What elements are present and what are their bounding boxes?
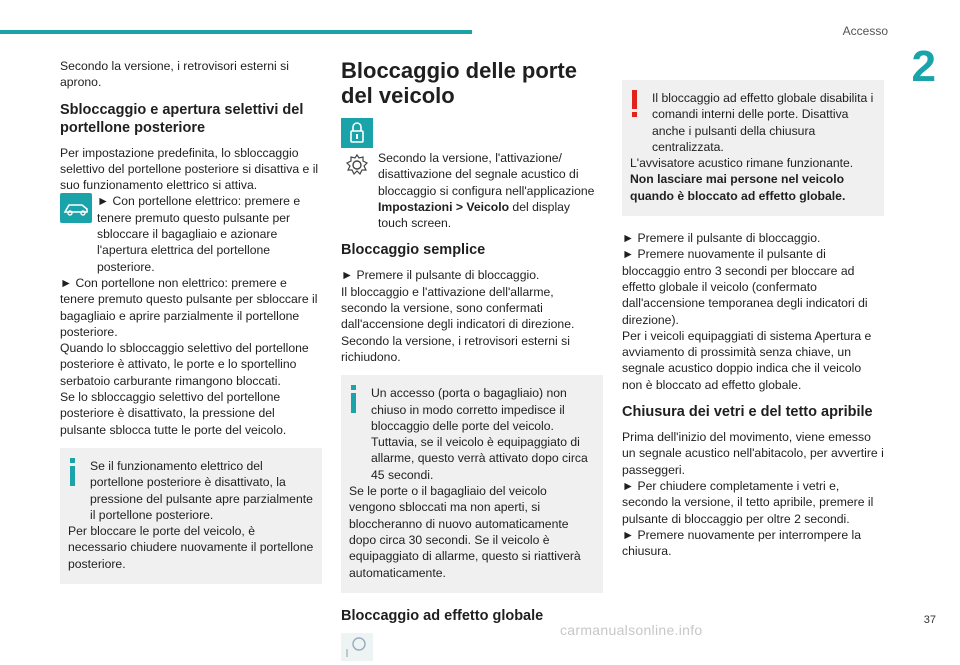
paragraph: ► Con portellone elettrico: premere e tenere premuto questo pulsante per sbloccare il bagagliaio e azionare l'apertura elettrica del portellone posteriore. bbox=[97, 194, 301, 274]
paragraph: Se lo sbloccaggio selettivo del portellone posteriore è disattivato, la pressione del pulsante sblocca tutte le porte del veicolo. bbox=[60, 390, 287, 437]
page-title: Bloccaggio delle porte del veicolo bbox=[341, 58, 577, 108]
paragraph: Quando lo sbloccaggio selettivo del portellone posteriore è attivato, le porte e lo sportellino serbatoio carburante rimangono bloccati. bbox=[60, 341, 309, 388]
paragraph: Per i veicoli equipaggiati di sistema Apertura e avviamento di prossimità senza chiave, un segnale acustico doppio indica che il veicolo non è bloccato ad effetto globale. bbox=[622, 328, 872, 392]
paragraph: ► Premere nuovamente il pulsante di bloccaggio entro 3 secondi per bloccare ad effetto globale il veicolo (confermato dall'accensione temporanea degli indicatori di direzione). bbox=[622, 247, 868, 327]
paragraph: ► Con portellone non elettrico: premere e tenere premuto questo pulsante per sbloccare il bagagliaio e aprire parzialmente il portellone posteriore. bbox=[60, 275, 318, 339]
column-right bbox=[622, 58, 884, 559]
settings-instruction bbox=[341, 150, 603, 231]
page-number: 37 bbox=[923, 614, 936, 626]
car-key-icon bbox=[341, 633, 373, 661]
column-left bbox=[60, 58, 322, 598]
paragraph bbox=[378, 150, 603, 231]
tailgate-instruction bbox=[60, 193, 322, 274]
info-box bbox=[60, 448, 322, 584]
watermark: carmanualsonline.info bbox=[560, 622, 703, 638]
paragraph: Secondo la versione, i retrovisori esterni si richiudono. bbox=[341, 333, 570, 364]
info-box bbox=[341, 375, 603, 593]
info-text: Se il funzionamento elettrico del portellone posteriore è disattivato, la pressione del pulsante apre parzialmente il portellone posteriore. bbox=[90, 458, 313, 522]
paragraph: Il bloccaggio e l'attivazione dell'allarme, secondo la versione, sono confermati dall'accensione degli indicatori di direzione. bbox=[341, 284, 575, 332]
tailgate-icon bbox=[60, 193, 92, 223]
section-heading-globale: Bloccaggio ad effetto globale bbox=[341, 607, 544, 624]
paragraph: ► Premere il pulsante di bloccaggio. bbox=[341, 268, 540, 283]
settings-path: Impostazioni > Veicolo bbox=[378, 199, 510, 214]
warning-box bbox=[622, 80, 884, 216]
section-header: Accesso bbox=[842, 24, 888, 38]
lock-icon bbox=[341, 118, 373, 148]
info-text: Se le porte o il bagagliaio del veicolo vengono sbloccati ma non aperti, si bloccheranno di nuovo automaticamente dopo circa 30 secondi. Se il veicolo è equipaggiato di allarme, questo si riattiverà automaticamente. bbox=[349, 484, 581, 580]
chapter-number: 2 bbox=[911, 42, 936, 91]
info-icon bbox=[347, 385, 367, 419]
text-run: Secondo la versione, l'attivazione/ disattivazione del segnale acustico di bloccaggio si configura nell'applicazione bbox=[378, 151, 595, 198]
section-heading-selettivi: Sbloccaggio e apertura selettivi del portellone posteriore bbox=[60, 101, 304, 136]
warning-text: L'avvisatore acustico rimane funzionante. bbox=[630, 156, 854, 171]
paragraph: Secondo la versione, i retrovisori esterni si aprono. bbox=[60, 59, 289, 90]
settings-gear-icon bbox=[341, 150, 373, 180]
warning-text-bold: Non lasciare mai persone nel veicolo quando è bloccato ad effetto globale. bbox=[630, 172, 846, 203]
top-accent-bar bbox=[0, 30, 472, 34]
warning-icon bbox=[628, 90, 648, 124]
info-text: Un accesso (porta o bagagliaio) non chiuso in modo corretto impedisce il bloccaggio delle porte del veicolo. Tuttavia, se il veicolo è equipaggiato di allarme, questo verrà attivato dopo circa 45 secondi. bbox=[371, 386, 588, 482]
section-heading-semplice: Bloccaggio semplice bbox=[341, 242, 486, 259]
paragraph: ► Premere nuovamente per interrompere la chiusura. bbox=[622, 527, 861, 559]
paragraph: Prima dell'inizio del movimento, viene emesso un segnale acustico nell'abitacolo, per avvertire i passeggeri. bbox=[622, 430, 884, 477]
paragraph: Per impostazione predefinita, lo sbloccaggio selettivo del portellone posteriore si disattiva e il suo funzionamento elettrico si attiva. bbox=[60, 145, 319, 193]
paragraph: ► Premere il pulsante di bloccaggio. bbox=[622, 231, 821, 246]
column-middle bbox=[341, 58, 603, 661]
warning-text: Il bloccaggio ad effetto globale disabilita i comandi interni delle porte. Disattiva anche i pulsanti della chiusura centralizzata. bbox=[652, 91, 874, 154]
paragraph: ► Per chiudere completamente i vetri e, secondo la versione, il tetto apribile, premere il pulsante di bloccaggio per oltre 2 secondi. bbox=[622, 478, 874, 526]
text-run: del display touch screen. bbox=[378, 199, 571, 231]
info-text: Per bloccare le porte del veicolo, è necessario chiudere nuovamente il portellone posteriore. bbox=[68, 524, 314, 571]
section-heading-vetri: Chiusura dei vetri e del tetto apribile bbox=[622, 404, 873, 421]
info-icon bbox=[66, 458, 86, 492]
